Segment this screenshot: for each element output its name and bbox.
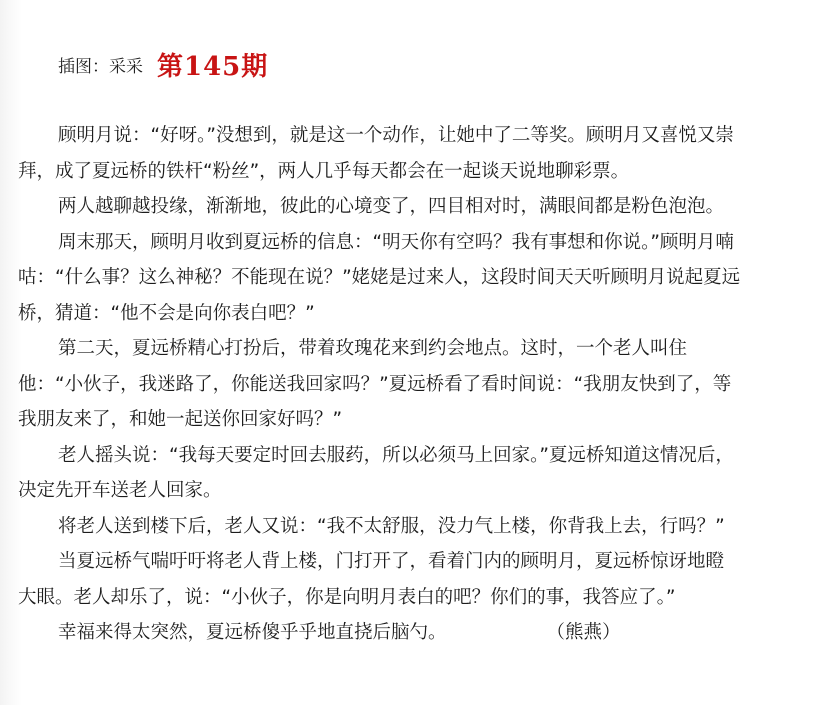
paragraph-line: 大眼。老人却乐了，说：“小伙子，你是向明月表白的吧？你们的事，我答应了。” <box>18 586 676 608</box>
paragraph-line: 第二天，夏远桥精心打扮后，带着玫瑰花来到约会地点。这时，一个老人叫住 <box>58 338 688 359</box>
paragraph-line: 他：“小伙子，我迷路了，你能送我回家吗？”夏远桥看了看时间说：“我朋友快到了，等 <box>18 373 732 395</box>
paragraph-line: 决定先开车送老人回家。 <box>18 480 222 501</box>
article-body <box>18 118 802 651</box>
paragraph-line: 将老人送到楼下后，老人又说：“我不太舒服，没力气上楼，你背我上去，行吗？” <box>58 515 725 537</box>
author-byline: （熊燕） <box>546 622 621 643</box>
paragraph-line: 当夏远桥气喘吁吁将老人背上楼，门打开了，看着门内的顾明月，夏远桥惊讶地瞪 <box>58 551 725 572</box>
paragraph-line: 咕：“什么事？这么神秘？不能现在说？”姥姥是过来人，这段时间天天听顾明月说起夏远 <box>18 267 741 288</box>
paragraph-line: 顾明月说：“好呀。”没想到，就是这一个动作，让她中了二等奖。顾明月又喜悦又崇 <box>58 125 734 146</box>
article-header <box>58 44 268 84</box>
paragraph-line: 拜，成了夏远桥的铁杆“粉丝”，两人几乎每天都会在一起谈天说地聊彩票。 <box>18 160 630 182</box>
issue-number: 第145期 <box>157 51 269 82</box>
last-paragraph-line <box>18 615 802 651</box>
paragraph-line: 我朋友来了，和她一起送你回家好吗？” <box>18 409 343 430</box>
paragraph-line: 周末那天，顾明月收到夏远桥的信息：“明天你有空吗？我有事想和你说。”顾明月喃 <box>58 231 734 253</box>
paragraph-line: 桥，猜道：“他不会是向你表白吧？” <box>18 302 315 324</box>
paragraph-line: 两人越聊越投缘，渐渐地，彼此的心境变了，四目相对时，满眼间都是粉色泡泡。 <box>58 196 725 217</box>
illustration-credit: 插图：采采 <box>58 56 143 77</box>
paragraph-text: 幸福来得太突然，夏远桥傻乎乎地直挠后脑勺。 <box>58 622 447 643</box>
paragraph-line: 老人摇头说：“我每天要定时回去服药，所以必须马上回家。”夏远桥知道这情况后， <box>58 444 734 466</box>
